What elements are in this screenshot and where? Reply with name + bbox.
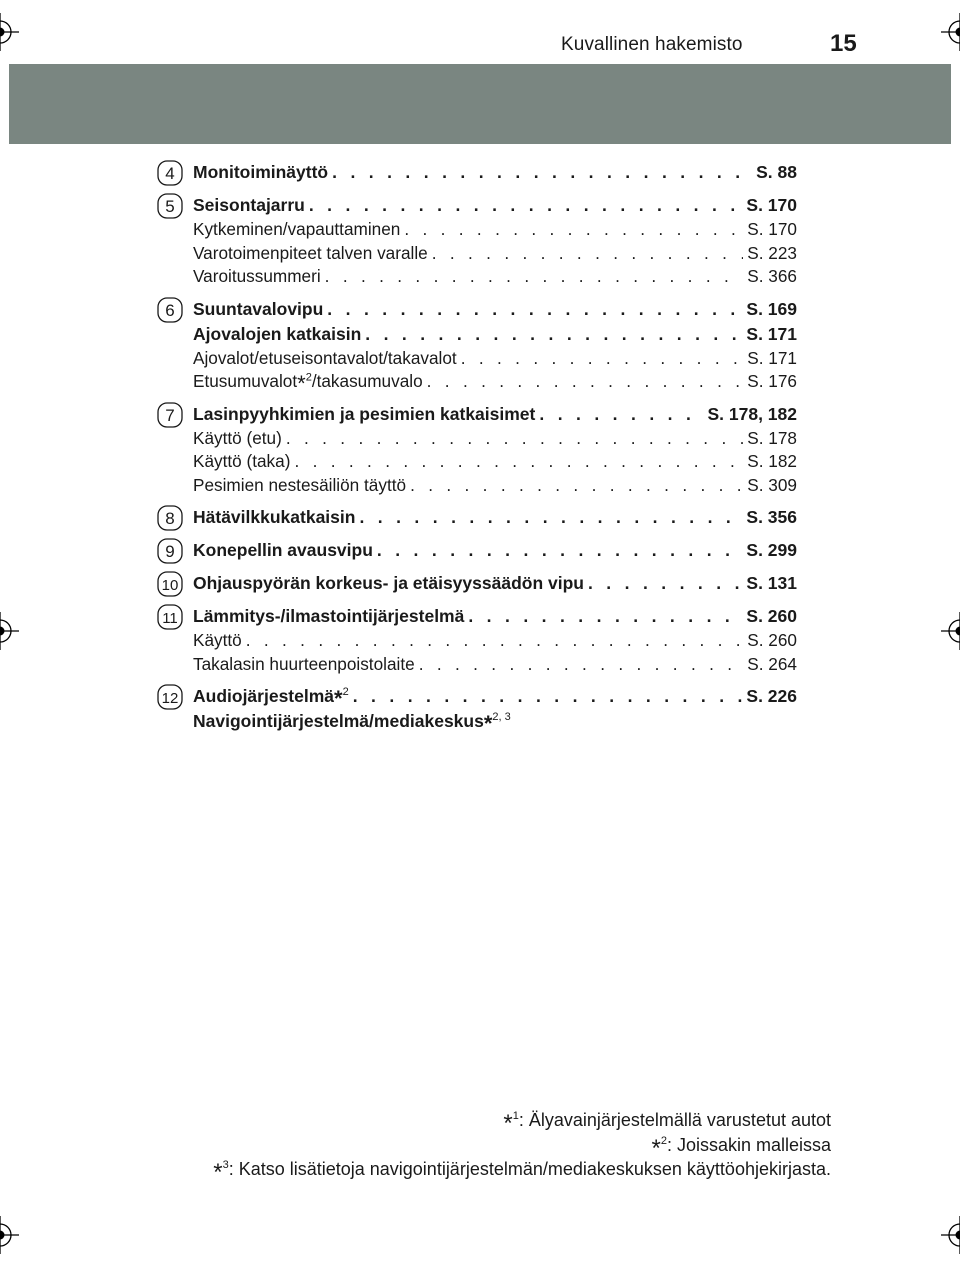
dot-leader	[359, 505, 742, 530]
entry-label: Suuntavalovipu	[193, 298, 324, 319]
asterisk-mark: *	[651, 1134, 661, 1162]
entry-page-ref: S. 223	[747, 242, 797, 263]
asterisk-mark: *	[483, 711, 493, 737]
index-group	[0, 604, 960, 676]
entry-page-ref: S. 171	[746, 323, 797, 344]
entry-label: Lasinpyyhkimien ja pesimien katkaisimet	[193, 403, 536, 424]
index-group	[0, 571, 960, 596]
index-entry	[193, 265, 797, 289]
index-entry	[193, 322, 797, 347]
callout-number: 10	[161, 577, 179, 594]
footnote	[213, 1108, 831, 1138]
dot-leader	[309, 193, 743, 218]
entry-label: Audiojärjestelmä$^{*2}$	[193, 686, 349, 712]
footnote-ref: 2, 3	[492, 711, 511, 724]
dot-leader	[539, 402, 703, 427]
index-entry	[193, 538, 797, 563]
entry-label: Kytkeminen/vapauttaminen	[193, 219, 401, 239]
callout-number: 8	[165, 509, 175, 528]
footnote-number: 1	[512, 1110, 519, 1122]
entry-page-ref: S. 260	[747, 630, 797, 650]
callout-number: 5	[165, 197, 175, 216]
entry-page-ref: S. 176	[747, 371, 797, 391]
entry-label: Varoitussummeri	[193, 266, 321, 286]
footnote-number: 2	[660, 1134, 667, 1147]
dot-leader	[332, 160, 752, 185]
index-group	[0, 684, 960, 737]
index-group	[0, 538, 960, 563]
footnote-number: 3	[222, 1159, 229, 1171]
dot-leader	[377, 538, 742, 563]
index-entry	[193, 474, 797, 498]
callout-number-badge	[157, 505, 183, 531]
registration-mark-icon	[941, 13, 960, 51]
entry-label: Konepellin avausvipu	[193, 540, 373, 560]
index-entry	[193, 218, 797, 242]
callout-number: 11	[162, 610, 178, 627]
footnotes	[213, 1108, 831, 1187]
callout-number: 6	[165, 300, 175, 320]
index-entry	[193, 347, 797, 371]
entry-page-ref: S. 178, 182	[707, 403, 797, 424]
page-title: Kuvallinen hakemisto	[561, 34, 743, 55]
entry-label: Varotoimenpiteet talven varalle	[193, 242, 428, 263]
entry-label: Hätävilkkukatkaisin	[193, 507, 356, 527]
dot-leader	[427, 370, 744, 394]
registration-mark-icon	[0, 1216, 19, 1254]
page-number: 15	[830, 30, 857, 57]
callout-number: 12	[161, 690, 179, 707]
dot-leader	[365, 322, 742, 347]
footnote	[213, 1133, 831, 1162]
index-entry	[193, 242, 797, 266]
index-entry	[193, 684, 797, 712]
dot-leader	[461, 347, 744, 371]
index-group	[0, 505, 960, 530]
index-entry	[193, 629, 797, 653]
entry-label: Ajovalojen katkaisin	[193, 323, 362, 344]
dot-leader	[588, 571, 742, 596]
entry-page-ref: S. 88	[756, 162, 797, 182]
index-entry	[193, 450, 797, 474]
dot-leader	[353, 684, 743, 709]
index-entry	[193, 297, 797, 322]
callout-number-badge	[157, 297, 183, 323]
dot-leader	[294, 450, 743, 474]
index-entry	[193, 370, 797, 397]
callout-number: 4	[165, 164, 175, 183]
entry-label: Lämmitys-/ilmastointijärjestelmä	[193, 606, 465, 626]
entry-label: Takalasin huurteenpoistolaite	[193, 653, 415, 674]
index-entries	[0, 160, 960, 742]
callout-number-badge	[157, 160, 183, 186]
dot-leader	[410, 474, 743, 498]
entry-label: Seisontajarru	[193, 195, 305, 215]
asterisk-mark: *	[297, 371, 306, 397]
entry-label: Etusumuvalot$^{*2}$/takasumuvalo	[193, 371, 423, 397]
entry-page-ref: S. 260	[746, 606, 797, 626]
entry-label: Käyttö (taka)	[193, 451, 291, 471]
callout-number-badge	[157, 538, 183, 564]
entry-page-ref: S. 170	[746, 195, 797, 215]
index-entry	[193, 709, 797, 737]
index-group	[0, 402, 960, 498]
index-entry	[193, 160, 797, 185]
entry-page-ref: S. 356	[746, 507, 797, 527]
dot-leader	[432, 242, 744, 266]
entry-label: Käyttö	[193, 630, 242, 650]
entry-page-ref: S. 309	[747, 474, 797, 495]
dot-leader	[246, 629, 744, 653]
dot-leader	[325, 265, 744, 289]
index-entry	[193, 571, 797, 596]
asterisk-mark: *	[213, 1159, 223, 1187]
callout-number: 9	[165, 542, 175, 561]
entry-page-ref: S. 264	[747, 653, 797, 674]
callout-number-badge	[157, 604, 183, 630]
index-entry	[193, 505, 797, 530]
dot-leader	[327, 297, 742, 322]
entry-label: Ohjauspyörän korkeus- ja etäisyyssäädön vipu	[193, 573, 584, 593]
entry-page-ref: S. 169	[746, 298, 797, 319]
header-band	[9, 64, 951, 144]
index-group	[0, 160, 960, 185]
index-entry	[193, 193, 797, 218]
asterisk-mark: *	[334, 686, 343, 712]
callout-number-badge	[157, 684, 183, 710]
asterisk-mark: *	[503, 1110, 513, 1138]
callout-number: 7	[165, 405, 175, 425]
entry-page-ref: S. 178	[747, 427, 797, 448]
registration-mark-icon	[0, 13, 19, 51]
footnote-ref: 2	[305, 371, 312, 384]
index-group	[0, 297, 960, 397]
dot-leader	[468, 604, 742, 629]
index-entry	[193, 653, 797, 677]
entry-page-ref: S. 131	[746, 573, 797, 593]
footnote-text: : Älyavainjärjestelmällä varustetut autot	[518, 1110, 831, 1130]
entry-page-ref: S. 170	[747, 219, 797, 239]
footnote-ref: 2	[342, 686, 349, 699]
index-entry	[193, 402, 797, 427]
entry-label: Navigointijärjestelmä/mediakeskus$^{*2, 3}$	[193, 711, 511, 737]
footnote-text: : Katso lisätietoja navigointijärjestelmän/mediakeskuksen käyttöohjekirjasta.	[228, 1159, 831, 1179]
dot-leader	[419, 653, 744, 677]
callout-number-badge	[157, 402, 183, 428]
footnote	[213, 1157, 831, 1187]
entry-page-ref: S. 226	[746, 686, 797, 706]
entry-label: Monitoiminäyttö	[193, 162, 329, 182]
index-group	[0, 193, 960, 289]
footnote-text: : Joissakin malleissa	[666, 1134, 831, 1155]
entry-page-ref: S. 182	[747, 451, 797, 471]
entry-page-ref: S. 299	[746, 540, 797, 560]
callout-number-badge	[157, 193, 183, 219]
callout-number-badge	[157, 571, 183, 597]
registration-mark-icon	[941, 1216, 960, 1254]
dot-leader	[404, 218, 743, 242]
index-entry	[193, 604, 797, 629]
entry-label: Käyttö (etu)	[193, 427, 282, 448]
entry-page-ref: S. 171	[747, 347, 797, 368]
dot-leader	[286, 427, 743, 451]
entry-page-ref: S. 366	[747, 266, 797, 286]
index-entry	[193, 427, 797, 451]
entry-label: Ajovalot/etuseisontavalot/takavalot	[193, 347, 457, 368]
entry-label: Pesimien nestesäiliön täyttö	[193, 474, 407, 495]
